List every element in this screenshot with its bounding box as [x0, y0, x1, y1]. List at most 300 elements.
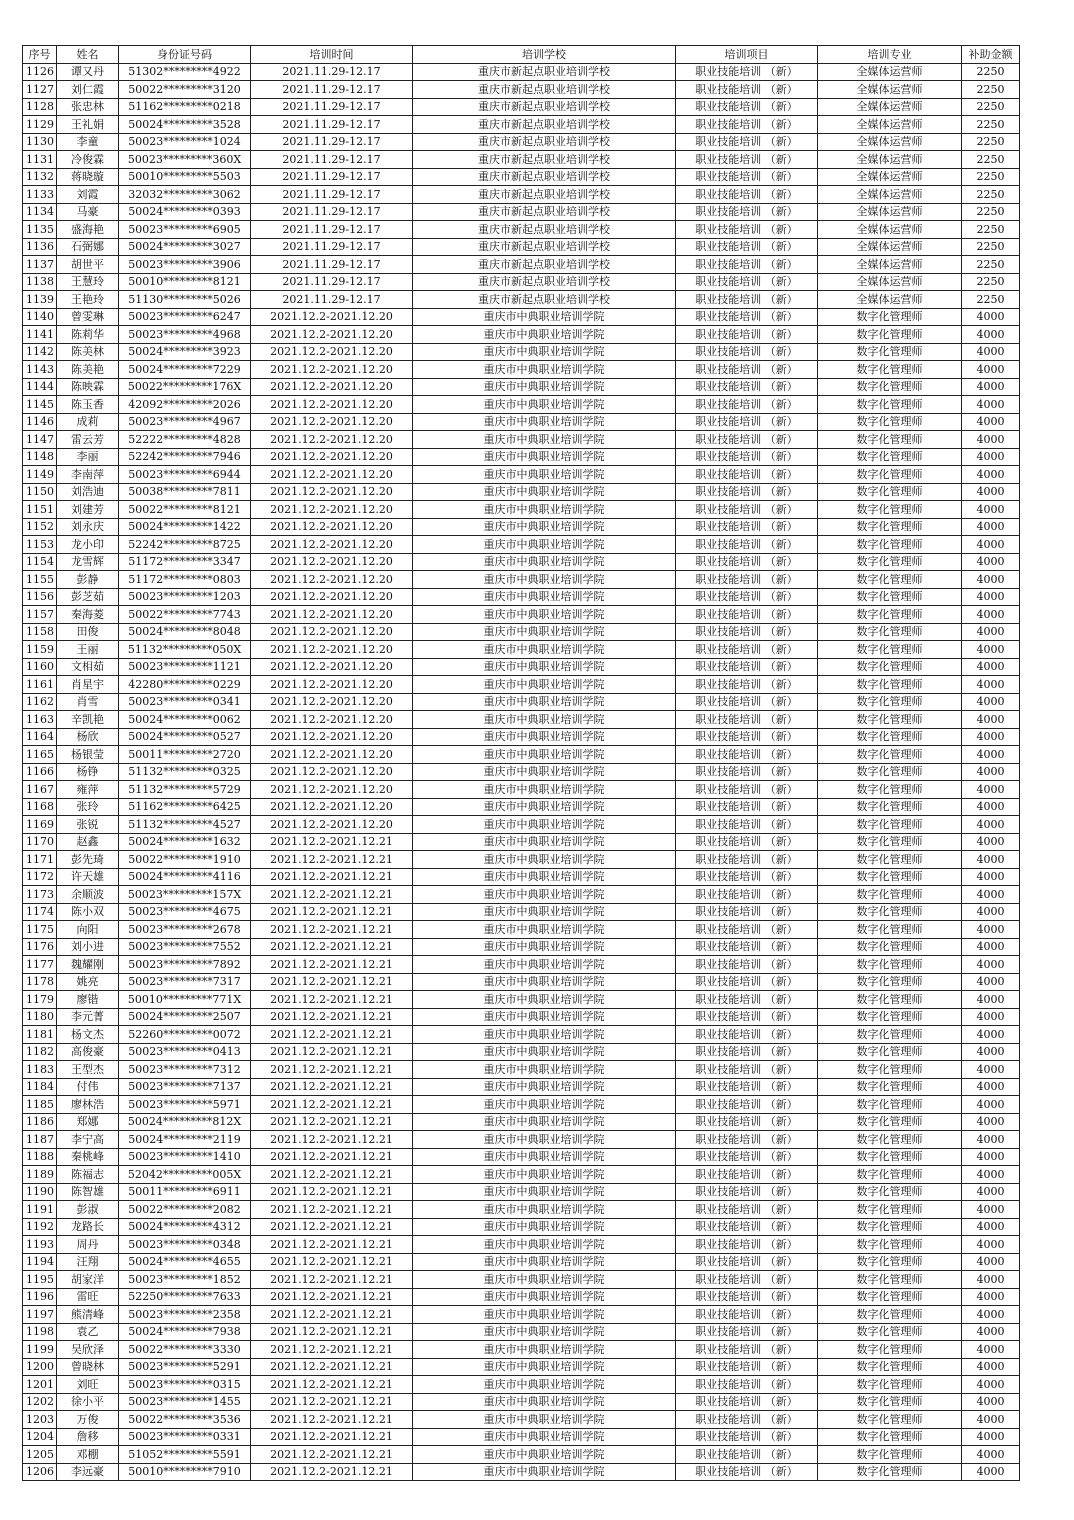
name-cell: 龙路长	[57, 1218, 119, 1236]
id-number-cell: 50022*********3330	[119, 1341, 251, 1359]
table-row	[23, 1148, 1020, 1166]
training-school-cell: 重庆市新起点职业培训学校	[413, 98, 676, 116]
training-major-cell: 数字化管理师	[818, 1393, 962, 1411]
id-number-cell: 50038*********7811	[119, 483, 251, 501]
table-row	[23, 326, 1020, 344]
name-cell: 廖锴	[57, 991, 119, 1009]
subsidy-amount-cell: 4000	[962, 606, 1020, 624]
subsidy-amount-cell: 2250	[962, 256, 1020, 274]
training-project-cell: 职业技能培训 （新）	[676, 781, 818, 799]
training-major-cell: 数字化管理师	[818, 1306, 962, 1324]
training-school-cell: 重庆市新起点职业培训学校	[413, 256, 676, 274]
id-number-cell: 50024*********0062	[119, 711, 251, 729]
id-number-cell: 50023*********0341	[119, 693, 251, 711]
training-project-cell: 职业技能培训 （新）	[676, 1218, 818, 1236]
training-project-cell: 职业技能培训 （新）	[676, 1201, 818, 1219]
training-project-cell: 职业技能培训 （新）	[676, 448, 818, 466]
subsidy-amount-cell: 4000	[962, 938, 1020, 956]
training-project-cell: 职业技能培训 （新）	[676, 1271, 818, 1289]
training-school-cell: 重庆市中典职业培训学院	[413, 798, 676, 816]
training-school-cell: 重庆市新起点职业培训学校	[413, 116, 676, 134]
subsidy-amount-cell: 4000	[962, 1271, 1020, 1289]
training-school-cell: 重庆市中典职业培训学院	[413, 746, 676, 764]
name-cell: 龙雪辉	[57, 553, 119, 571]
id-number-cell: 50024*********1422	[119, 518, 251, 536]
subsidy-amount-cell: 4000	[962, 746, 1020, 764]
subsidy-amount-cell: 4000	[962, 1236, 1020, 1254]
seq-cell: 1172	[23, 868, 57, 886]
training-school-cell: 重庆市中典职业培训学院	[413, 711, 676, 729]
training-time-cell: 2021.12.2-2021.12.20	[251, 378, 413, 396]
training-major-cell: 数字化管理师	[818, 1253, 962, 1271]
seq-cell: 1182	[23, 1043, 57, 1061]
id-number-cell: 50024*********1632	[119, 833, 251, 851]
training-school-cell: 重庆市新起点职业培训学校	[413, 186, 676, 204]
subsidy-amount-cell: 4000	[962, 1008, 1020, 1026]
id-number-cell: 42280*********0229	[119, 676, 251, 694]
table-row	[23, 1113, 1020, 1131]
training-school-cell: 重庆市中典职业培训学院	[413, 413, 676, 431]
training-major-cell: 数字化管理师	[818, 798, 962, 816]
id-number-cell: 50024*********7938	[119, 1323, 251, 1341]
training-school-cell: 重庆市中典职业培训学院	[413, 1148, 676, 1166]
training-major-cell: 数字化管理师	[818, 413, 962, 431]
seq-cell: 1134	[23, 203, 57, 221]
table-row	[23, 1096, 1020, 1114]
name-cell: 万俊	[57, 1411, 119, 1429]
id-number-cell: 32032*********3062	[119, 186, 251, 204]
training-time-cell: 2021.12.2-2021.12.20	[251, 588, 413, 606]
training-major-cell: 数字化管理师	[818, 658, 962, 676]
subsidy-amount-cell: 4000	[962, 973, 1020, 991]
training-school-cell: 重庆市新起点职业培训学校	[413, 238, 676, 256]
training-school-cell: 重庆市中典职业培训学院	[413, 1166, 676, 1184]
training-project-cell: 职业技能培训 （新）	[676, 1113, 818, 1131]
subsidy-amount-cell: 4000	[962, 711, 1020, 729]
training-school-cell: 重庆市中典职业培训学院	[413, 571, 676, 589]
training-school-cell: 重庆市中典职业培训学院	[413, 308, 676, 326]
training-project-cell: 职业技能培训 （新）	[676, 938, 818, 956]
table-row	[23, 1253, 1020, 1271]
table-row	[23, 168, 1020, 186]
seq-cell: 1184	[23, 1078, 57, 1096]
subsidy-amount-cell: 4000	[962, 1166, 1020, 1184]
name-cell: 魏耀刚	[57, 956, 119, 974]
table-row	[23, 1341, 1020, 1359]
training-time-cell: 2021.12.2-2021.12.21	[251, 1288, 413, 1306]
seq-cell: 1205	[23, 1446, 57, 1464]
name-cell: 陈美艳	[57, 361, 119, 379]
id-number-cell: 52242*********7946	[119, 448, 251, 466]
training-major-cell: 数字化管理师	[818, 1288, 962, 1306]
name-cell: 陈福志	[57, 1166, 119, 1184]
seq-cell: 1146	[23, 413, 57, 431]
name-cell: 杨文杰	[57, 1026, 119, 1044]
training-major-cell: 数字化管理师	[818, 711, 962, 729]
name-cell: 刘霞	[57, 186, 119, 204]
subsidy-amount-cell: 4000	[962, 886, 1020, 904]
seq-cell: 1136	[23, 238, 57, 256]
id-number-cell: 50023*********4968	[119, 326, 251, 344]
id-number-cell: 50023*********7317	[119, 973, 251, 991]
seq-cell: 1201	[23, 1376, 57, 1394]
training-project-cell: 职业技能培训 （新）	[676, 606, 818, 624]
id-number-cell: 50023*********0348	[119, 1236, 251, 1254]
table-row	[23, 833, 1020, 851]
id-number-cell: 42092*********2026	[119, 396, 251, 414]
training-time-cell: 2021.12.2-2021.12.20	[251, 571, 413, 589]
training-project-cell: 职业技能培训 （新）	[676, 868, 818, 886]
training-school-cell: 重庆市中典职业培训学院	[413, 361, 676, 379]
subsidy-amount-cell: 4000	[962, 921, 1020, 939]
subsidy-amount-cell: 4000	[962, 781, 1020, 799]
training-time-cell: 2021.12.2-2021.12.21	[251, 1271, 413, 1289]
id-number-cell: 50023*********6944	[119, 466, 251, 484]
training-project-cell: 职业技能培训 （新）	[676, 291, 818, 309]
seq-cell: 1198	[23, 1323, 57, 1341]
training-major-cell: 数字化管理师	[818, 851, 962, 869]
training-major-cell: 数字化管理师	[818, 1218, 962, 1236]
training-project-cell: 职业技能培训 （新）	[676, 903, 818, 921]
training-time-cell: 2021.12.2-2021.12.21	[251, 1446, 413, 1464]
training-major-cell: 数字化管理师	[818, 1411, 962, 1429]
seq-cell: 1154	[23, 553, 57, 571]
training-time-cell: 2021.12.2-2021.12.21	[251, 956, 413, 974]
subsidy-amount-cell: 4000	[962, 1026, 1020, 1044]
training-project-cell: 职业技能培训 （新）	[676, 431, 818, 449]
seq-cell: 1192	[23, 1218, 57, 1236]
id-number-cell: 50010*********5503	[119, 168, 251, 186]
training-time-cell: 2021.11.29-12.17	[251, 291, 413, 309]
name-cell: 王丽	[57, 641, 119, 659]
name-cell: 曾晓林	[57, 1358, 119, 1376]
name-cell: 胡家洋	[57, 1271, 119, 1289]
training-project-cell: 职业技能培训 （新）	[676, 641, 818, 659]
table-row	[23, 938, 1020, 956]
id-number-cell: 50024*********3027	[119, 238, 251, 256]
name-cell: 付伟	[57, 1078, 119, 1096]
training-time-cell: 2021.12.2-2021.12.21	[251, 1183, 413, 1201]
subsidy-amount-cell: 4000	[962, 448, 1020, 466]
training-major-cell: 数字化管理师	[818, 431, 962, 449]
name-cell: 李童	[57, 133, 119, 151]
training-major-cell: 数字化管理师	[818, 343, 962, 361]
training-project-cell: 职业技能培训 （新）	[676, 728, 818, 746]
subsidy-amount-cell: 4000	[962, 763, 1020, 781]
subsidy-amount-cell: 4000	[962, 903, 1020, 921]
name-cell: 肖星宇	[57, 676, 119, 694]
seq-cell: 1135	[23, 221, 57, 239]
name-cell: 雍萍	[57, 781, 119, 799]
table-row	[23, 1411, 1020, 1429]
training-school-cell: 重庆市中典职业培训学院	[413, 1131, 676, 1149]
table-row	[23, 763, 1020, 781]
training-school-cell: 重庆市中典职业培训学院	[413, 886, 676, 904]
training-school-cell: 重庆市中典职业培训学院	[413, 448, 676, 466]
id-number-cell: 50023*********360X	[119, 151, 251, 169]
training-time-cell: 2021.12.2-2021.12.20	[251, 553, 413, 571]
seq-cell: 1130	[23, 133, 57, 151]
training-project-cell: 职业技能培训 （新）	[676, 1306, 818, 1324]
subsidy-amount-cell: 2250	[962, 133, 1020, 151]
table-row	[23, 641, 1020, 659]
training-school-cell: 重庆市中典职业培训学院	[413, 1026, 676, 1044]
training-project-cell: 职业技能培训 （新）	[676, 1376, 818, 1394]
training-school-cell: 重庆市中典职业培训学院	[413, 1271, 676, 1289]
training-major-cell: 数字化管理师	[818, 956, 962, 974]
training-time-cell: 2021.11.29-12.17	[251, 168, 413, 186]
table-row	[23, 133, 1020, 151]
id-number-cell: 50023*********0331	[119, 1428, 251, 1446]
training-major-cell: 数字化管理师	[818, 571, 962, 589]
table-row	[23, 1288, 1020, 1306]
training-project-cell: 职业技能培训 （新）	[676, 133, 818, 151]
training-major-cell: 数字化管理师	[818, 553, 962, 571]
training-project-cell: 职业技能培训 （新）	[676, 151, 818, 169]
id-number-cell: 50022*********3536	[119, 1411, 251, 1429]
name-cell: 熊清峰	[57, 1306, 119, 1324]
table-row	[23, 746, 1020, 764]
table-row	[23, 1271, 1020, 1289]
id-number-cell: 50023*********1852	[119, 1271, 251, 1289]
subsidy-amount-cell: 2250	[962, 63, 1020, 81]
training-school-cell: 重庆市中典职业培训学院	[413, 973, 676, 991]
name-cell: 李远豪	[57, 1463, 119, 1481]
name-cell: 刘仁霞	[57, 81, 119, 99]
subsidy-amount-cell: 4000	[962, 851, 1020, 869]
training-time-cell: 2021.11.29-12.17	[251, 203, 413, 221]
seq-cell: 1181	[23, 1026, 57, 1044]
training-project-cell: 职业技能培训 （新）	[676, 501, 818, 519]
table-row	[23, 291, 1020, 309]
id-number-cell: 50024*********0527	[119, 728, 251, 746]
training-project-cell: 职业技能培训 （新）	[676, 483, 818, 501]
training-time-cell: 2021.11.29-12.17	[251, 238, 413, 256]
training-school-cell: 重庆市中典职业培训学院	[413, 396, 676, 414]
id-number-cell: 50010*********771X	[119, 991, 251, 1009]
training-school-cell: 重庆市中典职业培训学院	[413, 1393, 676, 1411]
id-number-cell: 50023*********2358	[119, 1306, 251, 1324]
training-project-cell: 职业技能培训 （新）	[676, 238, 818, 256]
seq-cell: 1147	[23, 431, 57, 449]
table-row	[23, 343, 1020, 361]
table-row	[23, 658, 1020, 676]
training-school-cell: 重庆市中典职业培训学院	[413, 431, 676, 449]
subsidy-amount-cell: 4000	[962, 483, 1020, 501]
id-number-cell: 50022*********8121	[119, 501, 251, 519]
training-time-cell: 2021.12.2-2021.12.21	[251, 1358, 413, 1376]
seq-cell: 1199	[23, 1341, 57, 1359]
training-school-cell: 重庆市中典职业培训学院	[413, 501, 676, 519]
subsidy-amount-cell: 4000	[962, 868, 1020, 886]
seq-cell: 1169	[23, 816, 57, 834]
training-time-cell: 2021.12.2-2021.12.21	[251, 991, 413, 1009]
table-row	[23, 1236, 1020, 1254]
training-major-cell: 数字化管理师	[818, 833, 962, 851]
id-number-cell: 50023*********7892	[119, 956, 251, 974]
table-row	[23, 868, 1020, 886]
seq-cell: 1178	[23, 973, 57, 991]
seq-cell: 1174	[23, 903, 57, 921]
training-project-cell: 职业技能培训 （新）	[676, 956, 818, 974]
training-project-cell: 职业技能培训 （新）	[676, 1096, 818, 1114]
subsidy-amount-cell: 4000	[962, 658, 1020, 676]
training-major-cell: 数字化管理师	[818, 1428, 962, 1446]
training-school-cell: 重庆市新起点职业培训学校	[413, 133, 676, 151]
header-training-time: 培训时间	[251, 46, 413, 64]
name-cell: 陈莉华	[57, 326, 119, 344]
subsidy-amount-cell: 4000	[962, 553, 1020, 571]
subsidy-amount-cell: 2250	[962, 186, 1020, 204]
training-project-cell: 职业技能培训 （新）	[676, 518, 818, 536]
subsidy-amount-cell: 4000	[962, 1201, 1020, 1219]
table-row	[23, 973, 1020, 991]
training-major-cell: 数字化管理师	[818, 1271, 962, 1289]
seq-cell: 1200	[23, 1358, 57, 1376]
name-cell: 张忠林	[57, 98, 119, 116]
seq-cell: 1161	[23, 676, 57, 694]
training-time-cell: 2021.12.2-2021.12.21	[251, 1341, 413, 1359]
training-major-cell: 数字化管理师	[818, 1148, 962, 1166]
id-number-cell: 52242*********8725	[119, 536, 251, 554]
training-major-cell: 全媒体运营师	[818, 203, 962, 221]
training-major-cell: 数字化管理师	[818, 816, 962, 834]
table-row	[23, 1446, 1020, 1464]
table-row	[23, 676, 1020, 694]
name-cell: 彭静	[57, 571, 119, 589]
header-training-major: 培训专业	[818, 46, 962, 64]
subsidy-amount-cell: 2250	[962, 168, 1020, 186]
id-number-cell: 51132*********5729	[119, 781, 251, 799]
seq-cell: 1187	[23, 1131, 57, 1149]
training-project-cell: 职业技能培训 （新）	[676, 1148, 818, 1166]
training-school-cell: 重庆市中典职业培训学院	[413, 903, 676, 921]
name-cell: 石弼娜	[57, 238, 119, 256]
id-number-cell: 50024*********3923	[119, 343, 251, 361]
id-number-cell: 51162*********6425	[119, 798, 251, 816]
subsidy-amount-cell: 4000	[962, 693, 1020, 711]
training-school-cell: 重庆市中典职业培训学院	[413, 553, 676, 571]
training-time-cell: 2021.12.2-2021.12.21	[251, 1201, 413, 1219]
id-number-cell: 50023*********1024	[119, 133, 251, 151]
table-row	[23, 1131, 1020, 1149]
subsidy-amount-cell: 4000	[962, 1253, 1020, 1271]
name-cell: 秦海菱	[57, 606, 119, 624]
training-school-cell: 重庆市中典职业培训学院	[413, 536, 676, 554]
id-number-cell: 50023*********0315	[119, 1376, 251, 1394]
training-time-cell: 2021.12.2-2021.12.20	[251, 711, 413, 729]
name-cell: 彭淑	[57, 1201, 119, 1219]
training-school-cell: 重庆市中典职业培训学院	[413, 1008, 676, 1026]
id-number-cell: 50022*********7743	[119, 606, 251, 624]
subsidy-amount-cell: 4000	[962, 413, 1020, 431]
training-project-cell: 职业技能培训 （新）	[676, 816, 818, 834]
training-project-cell: 职业技能培训 （新）	[676, 1078, 818, 1096]
subsidy-amount-cell: 4000	[962, 396, 1020, 414]
header-id-number: 身份证号码	[119, 46, 251, 64]
subsidy-amount-cell: 4000	[962, 1183, 1020, 1201]
training-school-cell: 重庆市中典职业培训学院	[413, 1323, 676, 1341]
table-row	[23, 886, 1020, 904]
name-cell: 杨银莹	[57, 746, 119, 764]
training-project-cell: 职业技能培训 （新）	[676, 1008, 818, 1026]
name-cell: 徐小平	[57, 1393, 119, 1411]
training-time-cell: 2021.12.2-2021.12.21	[251, 938, 413, 956]
seq-cell: 1143	[23, 361, 57, 379]
subsidy-amount-cell: 2250	[962, 273, 1020, 291]
training-school-cell: 重庆市中典职业培训学院	[413, 1428, 676, 1446]
subsidy-amount-cell: 4000	[962, 501, 1020, 519]
id-number-cell: 50023*********1455	[119, 1393, 251, 1411]
name-cell: 陈智雄	[57, 1183, 119, 1201]
training-time-cell: 2021.11.29-12.17	[251, 98, 413, 116]
table-row	[23, 1166, 1020, 1184]
table-row	[23, 798, 1020, 816]
seq-cell: 1162	[23, 693, 57, 711]
training-time-cell: 2021.12.2-2021.12.21	[251, 1131, 413, 1149]
training-major-cell: 数字化管理师	[818, 483, 962, 501]
id-number-cell: 52222*********4828	[119, 431, 251, 449]
training-major-cell: 数字化管理师	[818, 1463, 962, 1481]
training-time-cell: 2021.12.2-2021.12.21	[251, 1008, 413, 1026]
training-major-cell: 数字化管理师	[818, 1131, 962, 1149]
id-number-cell: 50023*********7552	[119, 938, 251, 956]
table-row	[23, 728, 1020, 746]
seq-cell: 1180	[23, 1008, 57, 1026]
training-project-cell: 职业技能培训 （新）	[676, 746, 818, 764]
seq-cell: 1166	[23, 763, 57, 781]
training-major-cell: 数字化管理师	[818, 518, 962, 536]
training-major-cell: 数字化管理师	[818, 1236, 962, 1254]
name-cell: 王慧玲	[57, 273, 119, 291]
table-row	[23, 1428, 1020, 1446]
training-time-cell: 2021.12.2-2021.12.21	[251, 868, 413, 886]
table-row	[23, 378, 1020, 396]
name-cell: 胡世平	[57, 256, 119, 274]
header-name: 姓名	[57, 46, 119, 64]
training-time-cell: 2021.12.2-2021.12.20	[251, 798, 413, 816]
seq-cell: 1175	[23, 921, 57, 939]
seq-cell: 1150	[23, 483, 57, 501]
training-project-cell: 职业技能培训 （新）	[676, 658, 818, 676]
id-number-cell: 50011*********6911	[119, 1183, 251, 1201]
training-time-cell: 2021.11.29-12.17	[251, 151, 413, 169]
training-project-cell: 职业技能培训 （新）	[676, 1341, 818, 1359]
training-project-cell: 职业技能培训 （新）	[676, 623, 818, 641]
table-row	[23, 1183, 1020, 1201]
table-row	[23, 221, 1020, 239]
header-training-project: 培训项目	[676, 46, 818, 64]
training-time-cell: 2021.12.2-2021.12.20	[251, 483, 413, 501]
training-time-cell: 2021.12.2-2021.12.21	[251, 1306, 413, 1324]
table-row	[23, 1358, 1020, 1376]
training-major-cell: 数字化管理师	[818, 781, 962, 799]
training-time-cell: 2021.11.29-12.17	[251, 116, 413, 134]
training-school-cell: 重庆市中典职业培训学院	[413, 693, 676, 711]
id-number-cell: 50024*********4312	[119, 1218, 251, 1236]
id-number-cell: 51132*********0325	[119, 763, 251, 781]
id-number-cell: 51132*********050X	[119, 641, 251, 659]
subsidy-amount-cell: 4000	[962, 1061, 1020, 1079]
training-time-cell: 2021.11.29-12.17	[251, 221, 413, 239]
training-major-cell: 数字化管理师	[818, 1323, 962, 1341]
name-cell: 王型杰	[57, 1061, 119, 1079]
training-school-cell: 重庆市中典职业培训学院	[413, 1236, 676, 1254]
subsidy-amount-cell: 4000	[962, 431, 1020, 449]
training-major-cell: 数字化管理师	[818, 1376, 962, 1394]
subsidy-amount-cell: 4000	[962, 378, 1020, 396]
training-major-cell: 数字化管理师	[818, 676, 962, 694]
